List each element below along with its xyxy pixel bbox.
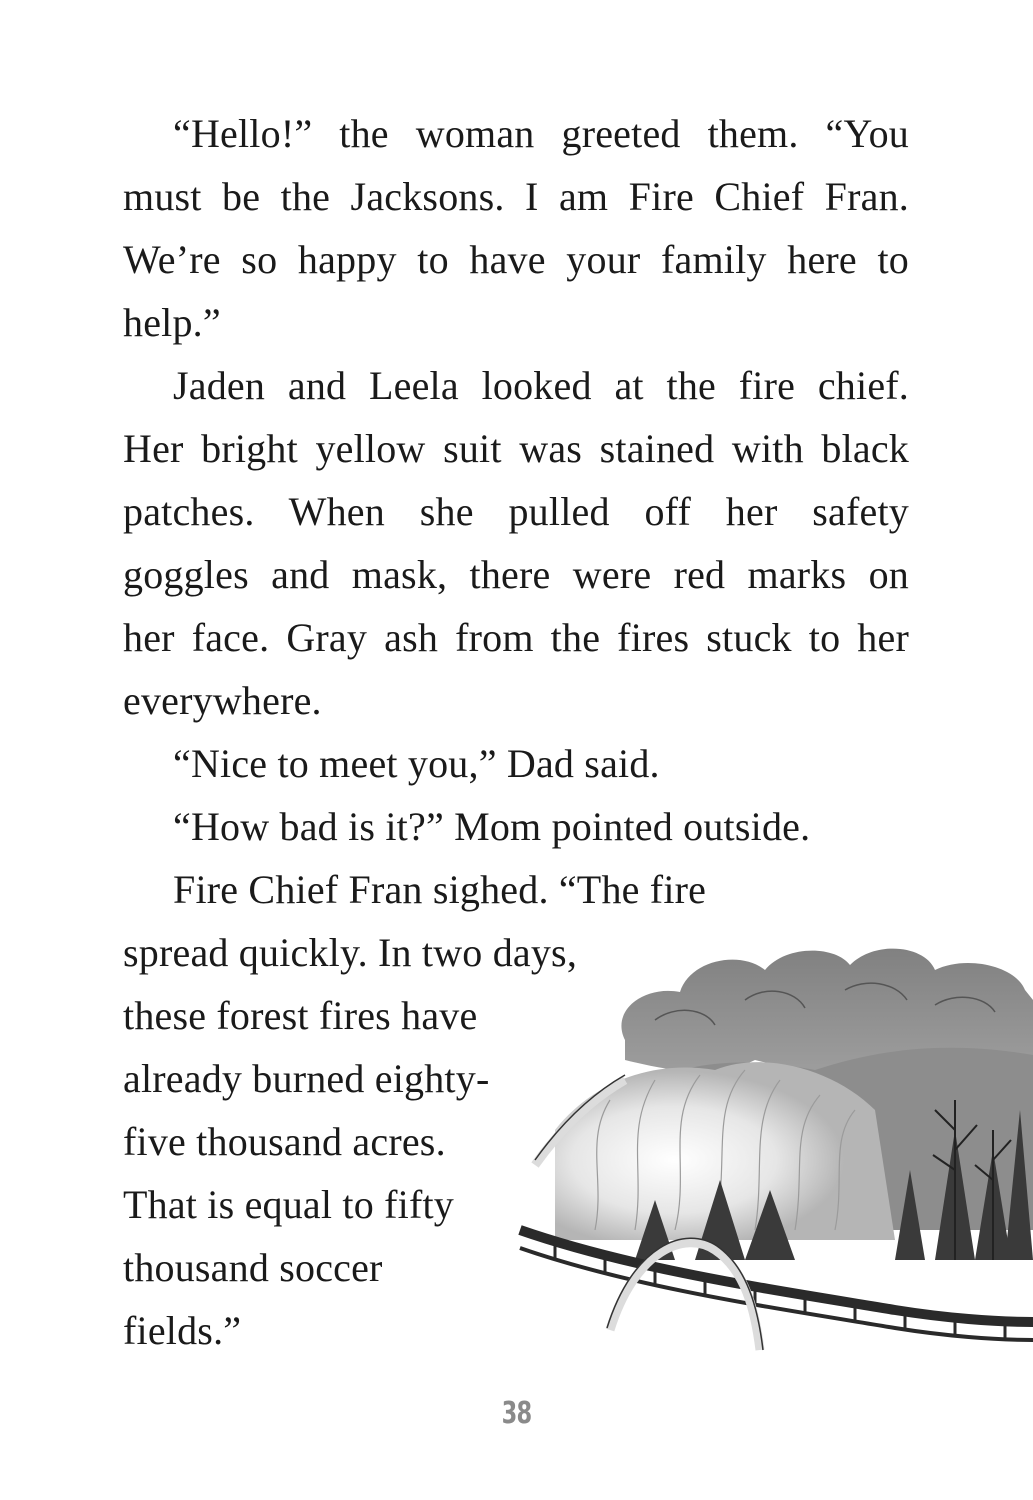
- text-line: “Hello!” the woman greeted them. “You: [173, 111, 909, 156]
- text-line: That is equal to fifty: [123, 1182, 454, 1227]
- forest-fire-illustration: [515, 930, 1033, 1370]
- text-line: We’re so happy to have your family here to: [123, 237, 909, 282]
- text-line: Jaden and Leela looked at the fire chief.: [173, 363, 909, 408]
- page-number: 38: [501, 1396, 532, 1431]
- text-line: “Nice to meet you,” Dad said.: [173, 741, 660, 786]
- text-line: spread quickly. In two days,: [123, 930, 578, 975]
- text-line: everywhere.: [123, 678, 322, 723]
- text-line: already burned eighty-: [123, 1056, 490, 1101]
- text-line: Fire Chief Fran sighed. “The fire: [173, 867, 707, 912]
- text-line: Her bright yellow suit was stained with black: [123, 426, 909, 471]
- text-line: must be the Jacksons. I am Fire Chief Fran.: [123, 174, 909, 219]
- text-line: “How bad is it?” Mom pointed outside.: [173, 804, 811, 849]
- text-line: five thousand acres.: [123, 1119, 446, 1164]
- text-line: help.”: [123, 300, 221, 345]
- text-line: her face. Gray ash from the fires stuck to her: [123, 615, 909, 660]
- text-line: fields.”: [123, 1308, 242, 1353]
- text-line: goggles and mask, there were red marks on: [123, 552, 909, 597]
- text-line: these forest fires have: [123, 993, 478, 1038]
- text-line: patches. When she pulled off her safety: [123, 489, 909, 534]
- text-line: thousand soccer: [123, 1245, 383, 1290]
